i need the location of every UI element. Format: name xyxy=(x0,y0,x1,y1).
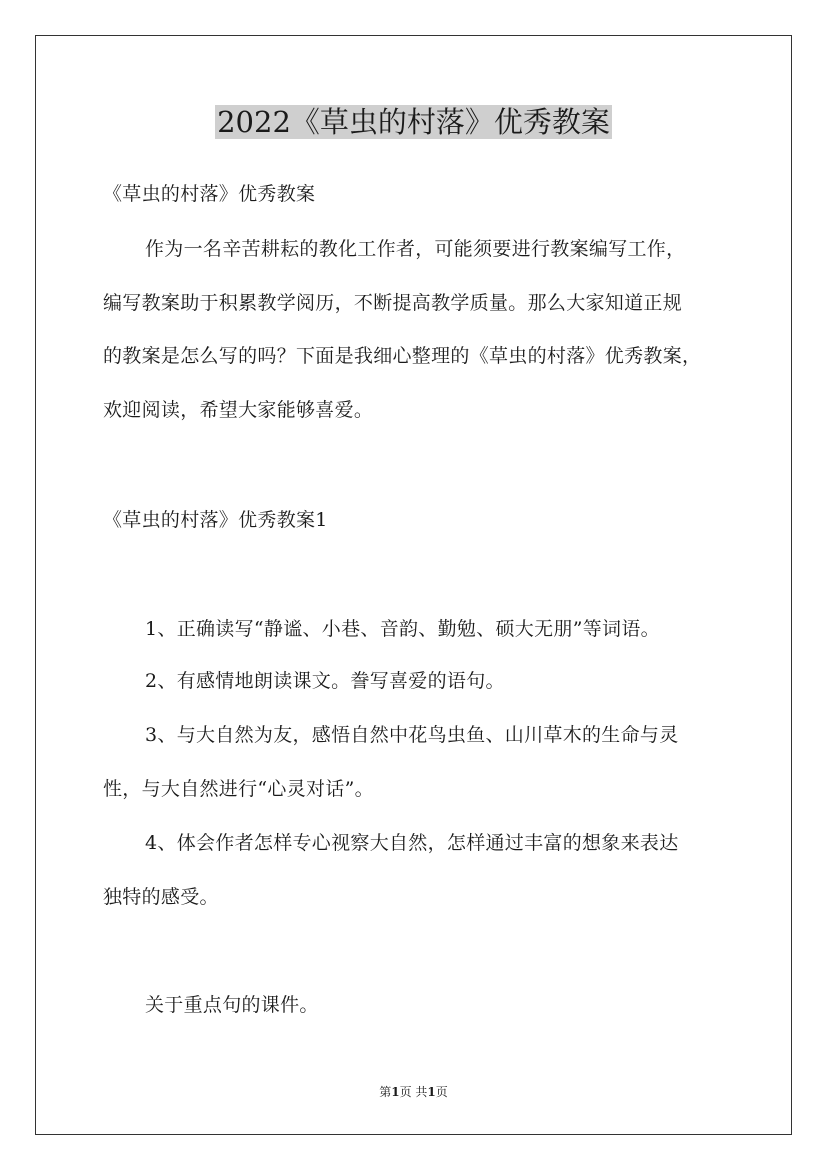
footer-page-prefix: 第 xyxy=(379,1085,392,1099)
document-subtitle: 《草虫的村落》优秀教案 xyxy=(103,183,316,205)
goal-line-6: 独特的感受。 xyxy=(103,886,219,908)
goal-line-3: 3、与大自然为友，感悟自然中花鸟虫鱼、山川草木的生命与灵 xyxy=(145,724,679,746)
document-title-text: 2022《草虫的村落》优秀教案 xyxy=(217,105,610,139)
footer-page-suffix: 页 xyxy=(435,1085,448,1099)
goal-line-5: 4、体会作者怎样专心视察大自然，怎样通过丰富的想象来表达 xyxy=(145,832,679,854)
intro-line-2: 编写教案助于积累教学阅历，不断提高教学质量。那么大家知道正规 xyxy=(103,292,683,314)
goal-line-2: 2、有感情地朗读课文。誊写喜爱的语句。 xyxy=(145,670,505,692)
goal-line-1: 1、正确读写“静谧、小巷、音韵、勤勉、硕大无朋”等词语。 xyxy=(145,618,660,640)
closing-line: 关于重点句的课件。 xyxy=(145,994,319,1016)
section-heading: 《草虫的村落》优秀教案1 xyxy=(103,509,328,531)
footer-page-mid: 页 共 xyxy=(399,1085,428,1099)
footer-page-total: 1 xyxy=(427,1085,436,1099)
goal-line-4: 性，与大自然进行“心灵对话”。 xyxy=(103,778,374,800)
intro-line-3: 的教案是怎么写的吗？下面是我细心整理的《草虫的村落》优秀教案， xyxy=(103,345,702,367)
page-footer xyxy=(0,1084,827,1100)
document-title xyxy=(0,100,827,144)
intro-line-1: 作为一名辛苦耕耘的教化工作者，可能须要进行教案编写工作， xyxy=(145,238,686,260)
footer-page-current: 1 xyxy=(391,1085,400,1099)
intro-line-4: 欢迎阅读，希望大家能够喜爱。 xyxy=(103,399,374,421)
